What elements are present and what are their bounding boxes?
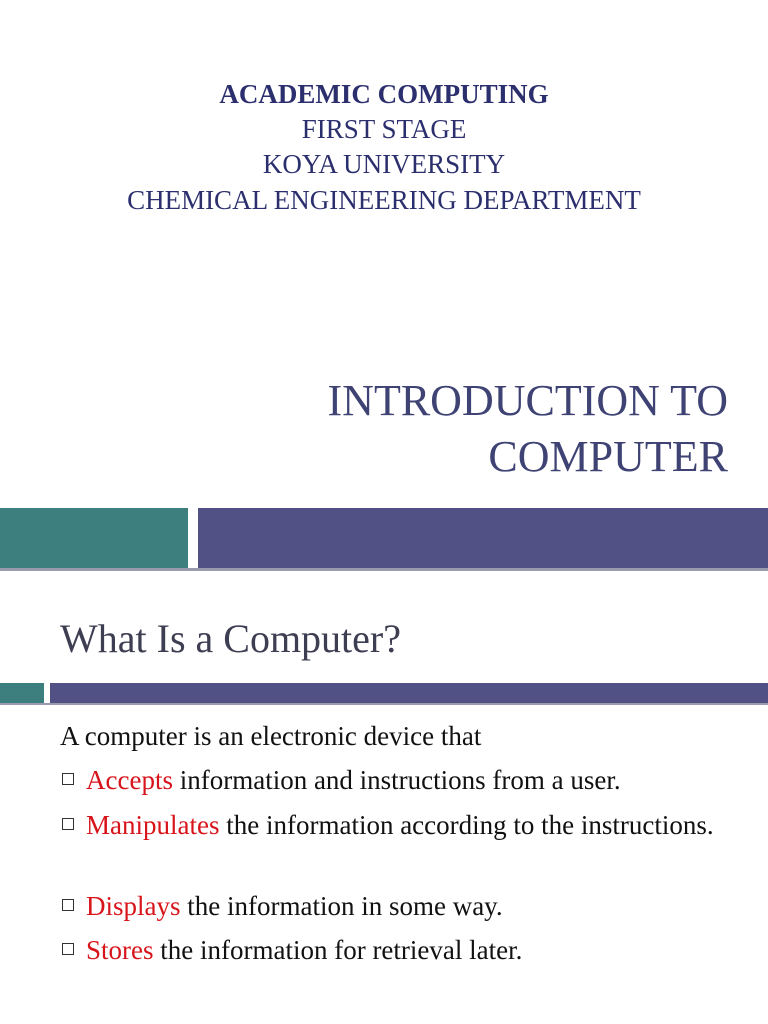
bullet-keyword: Accepts (86, 765, 173, 795)
bullet-text: the information in some way. (180, 891, 503, 921)
bullet-text: the information for retrieval later. (153, 935, 523, 965)
purple-accent-bar (50, 683, 768, 703)
bullet-item-accepts (60, 762, 750, 798)
hollow-square-bullet-icon (62, 943, 74, 955)
bullet-text: information and instructions from a user. (172, 765, 621, 795)
bullet-item-displays (60, 888, 750, 924)
purple-accent-band (198, 508, 768, 568)
hollow-square-bullet-icon (62, 773, 74, 785)
bullet-keyword: Displays (86, 891, 181, 921)
presentation-title-line2: COMPUTER (488, 432, 728, 481)
hollow-square-bullet-icon (62, 899, 74, 911)
bullet-text: the information according to the instructions. (219, 810, 714, 840)
band-divider-line (0, 568, 768, 571)
hollow-square-bullet-icon (62, 818, 74, 830)
bar-divider-line (0, 703, 768, 705)
intro-text: A computer is an electronic device that (60, 721, 482, 751)
content-slide (0, 575, 768, 1024)
stage-label: FIRST STAGE (301, 114, 467, 144)
university-name: KOYA UNIVERSITY (262, 149, 506, 179)
course-title: ACADEMIC COMPUTING (219, 79, 549, 109)
teal-accent-band (0, 508, 188, 568)
bullet-keyword: Stores (86, 935, 154, 965)
presentation-title-line1: INTRODUCTION TO (327, 376, 728, 425)
slide-heading: What Is a Computer? (60, 616, 401, 661)
teal-accent-bar (0, 683, 44, 703)
bullet-item-manipulates (60, 807, 750, 843)
department-name: CHEMICAL ENGINEERING DEPARTMENT (127, 185, 641, 215)
bullet-item-stores (60, 932, 750, 968)
bullet-keyword: Manipulates (86, 810, 220, 840)
